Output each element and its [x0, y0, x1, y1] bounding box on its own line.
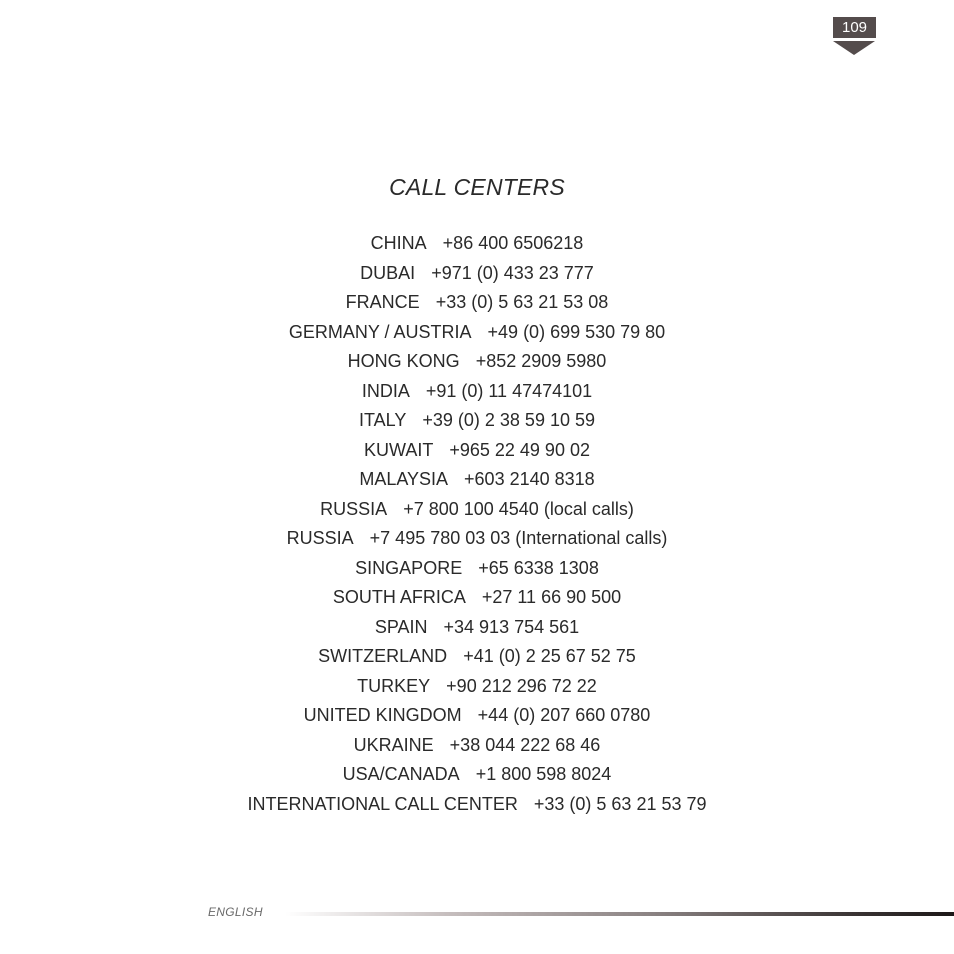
call-center-phone: +38 044 222 68 46 — [449, 734, 601, 755]
call-center-country: TURKEY — [357, 675, 431, 696]
call-center-phone: +603 2140 8318 — [464, 469, 595, 489]
call-center-phone: +971 (0) 433 23 777 — [431, 262, 594, 283]
page-title: CALL CENTERS — [389, 174, 565, 200]
call-center-phone: +65 6338 1308 — [478, 557, 599, 578]
call-center-row — [0, 642, 954, 672]
call-center-row — [0, 672, 954, 702]
call-center-phone: +33 (0) 5 63 21 53 79 — [533, 793, 707, 814]
footer-gradient-rule — [285, 912, 954, 916]
call-center-row — [0, 259, 954, 289]
call-center-country: SOUTH AFRICA — [332, 587, 466, 607]
call-center-row — [0, 583, 954, 613]
call-center-row — [0, 347, 954, 377]
call-center-country: GERMANY / AUSTRIA — [288, 321, 472, 342]
call-center-country: KUWAIT — [364, 439, 434, 460]
call-center-row — [0, 495, 954, 525]
call-center-country: HONG KONG — [347, 351, 460, 371]
call-center-country: SWITZERLAND — [318, 646, 448, 666]
call-center-phone: +1 800 598 8024 — [475, 764, 612, 784]
call-center-phone: +39 (0) 2 38 59 10 59 — [422, 410, 595, 430]
call-center-row — [0, 318, 954, 348]
call-center-row — [0, 790, 954, 820]
call-center-row — [0, 229, 954, 259]
call-center-country: FRANCE — [345, 292, 420, 312]
call-center-phone: +41 (0) 2 25 67 52 75 — [463, 646, 636, 666]
call-center-row — [0, 613, 954, 643]
call-center-country: MALAYSIA — [359, 469, 449, 489]
call-center-row — [0, 731, 954, 761]
call-center-row — [0, 524, 954, 554]
call-center-country: UNITED KINGDOM — [303, 705, 462, 725]
footer-language-label: ENGLISH — [208, 905, 263, 919]
page-number-tab — [833, 17, 876, 62]
call-center-phone: +965 22 49 90 02 — [449, 439, 590, 460]
call-center-country: SPAIN — [374, 616, 428, 637]
call-center-phone: +7 495 780 03 03 (International calls) — [369, 528, 668, 548]
page-number-tab-arrow — [833, 41, 875, 55]
call-center-row — [0, 288, 954, 318]
call-center-country: DUBAI — [360, 262, 416, 283]
call-center-country: INTERNATIONAL CALL CENTER — [247, 793, 518, 814]
call-center-row — [0, 701, 954, 731]
call-center-phone: +44 (0) 207 660 0780 — [477, 705, 651, 725]
call-center-country: RUSSIA — [286, 528, 354, 548]
call-center-country: CHINA — [370, 233, 427, 253]
page-number: 109 — [841, 19, 868, 36]
call-center-country: INDIA — [361, 380, 410, 401]
call-center-phone: +49 (0) 699 530 79 80 — [487, 321, 666, 342]
call-center-row — [0, 436, 954, 466]
call-center-row — [0, 760, 954, 790]
call-center-row — [0, 377, 954, 407]
call-center-list — [0, 229, 954, 819]
call-center-row — [0, 465, 954, 495]
call-center-phone: +33 (0) 5 63 21 53 08 — [435, 292, 609, 312]
call-center-country: RUSSIA — [320, 498, 388, 519]
call-center-phone: +27 11 66 90 500 — [481, 587, 622, 607]
call-center-country: UKRAINE — [353, 734, 434, 755]
call-center-phone: +86 400 6506218 — [442, 233, 584, 253]
call-center-phone: +91 (0) 11 47474101 — [425, 380, 593, 401]
call-center-phone: +7 800 100 4540 (local calls) — [403, 498, 634, 519]
call-center-phone: +34 913 754 561 — [443, 616, 580, 637]
call-center-country: USA/CANADA — [342, 764, 460, 784]
call-center-row — [0, 406, 954, 436]
call-center-row — [0, 554, 954, 584]
call-center-country: SINGAPORE — [355, 557, 463, 578]
call-center-country: ITALY — [359, 410, 407, 430]
call-center-phone: +852 2909 5980 — [475, 351, 607, 371]
call-center-phone: +90 212 296 72 22 — [446, 675, 597, 696]
